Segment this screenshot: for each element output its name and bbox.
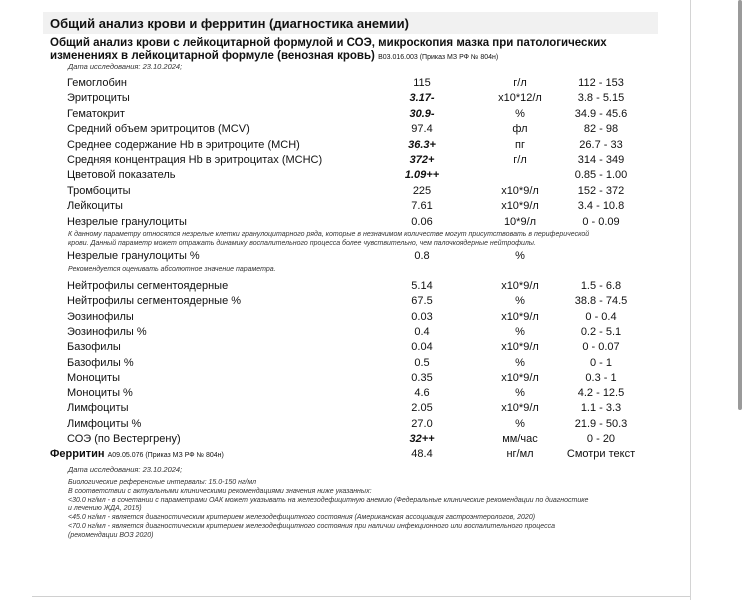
test-value: 27.0 [411,417,433,430]
table-row [0,280,690,295]
table-row [0,341,690,356]
test-ref: 0.2 - 5.1 [580,325,622,338]
test-ref: 3.4 - 10.8 [577,200,625,213]
test-value: 115 [413,77,431,89]
test-name: Тромбоциты [67,184,131,197]
table-row [0,154,690,169]
test-name: Гематокрит [67,107,125,120]
test-value: 2.05 [411,402,433,415]
test-ref: 34.9 - 45.6 [574,107,628,120]
test-value: 0.5 [414,356,430,369]
test-value: 36.3+ [408,138,436,151]
ferritin-note-line: (рекомендации ВОЗ 2020) [68,531,154,539]
test-unit: % [515,417,525,430]
ferritin-name-group [50,448,224,460]
test-value: 97.4 [411,123,433,136]
table-row [0,200,690,215]
test-unit: x10*9/л [501,371,539,384]
test-ref: 1.5 - 6.8 [580,280,622,292]
test-unit: г/л [513,77,527,89]
table-row [0,169,690,184]
test-ref: 1.1 - 3.3 [580,402,622,415]
ferritin-name: Ферритин [50,448,105,460]
table-row [0,311,690,326]
test-unit: x10*12/л [498,92,542,105]
table-row [0,185,690,200]
test-name: Эозинофилы [67,310,134,323]
test-ref: 82 - 98 [583,123,619,136]
test-ref: 26.7 - 33 [579,138,623,151]
test-unit: x10*9/л [501,184,539,197]
table-row [0,357,690,372]
ferritin-value: 48.4 [411,448,433,460]
table-row [0,295,690,310]
ferritin-date: Дата исследования: 23.10.2024; [68,465,183,474]
test-title-text: Общий анализ крови с лейкоцитарной формулой и СОЭ, микроскопия мазка при патологических изменениях в лейкоцитарной формуле (венозная кровь) [50,37,607,62]
test-unit: фл [512,123,528,136]
test-unit: % [515,250,525,262]
test-date: Дата исследования: 23.10.2024; [68,62,183,71]
test-name: Средний объем эритроцитов (MCV) [67,123,250,136]
test-ref: 0 - 20 [586,433,616,445]
table-row [0,108,690,123]
test-value: 32++ [409,433,435,445]
test-unit: x10*9/л [501,200,539,213]
test-unit: x10*9/л [501,280,539,292]
table-row [0,77,690,92]
test-value: 225 [412,184,432,197]
test-name: Незрелые гранулоциты [67,215,187,228]
test-code: B03.016.003 (Приказ МЗ РФ № 804н) [378,54,499,61]
ferritin-note-line: В соответствии с актуальными клиническими рекомендациями значения ниже указанных: [68,487,372,495]
table-row [0,402,690,417]
test-name: Лимфоциты [67,402,129,415]
table-row [0,418,690,433]
test-value: 0.06 [411,215,433,228]
test-ref: 21.9 - 50.3 [574,417,628,430]
test-unit: г/л [513,154,527,166]
test-value: 3.17- [409,92,435,105]
test-value: 5.14 [411,280,433,292]
test-name: Нейтрофилы сегментоядерные [67,280,229,292]
test-ref: 0 - 0.09 [582,215,620,228]
table-row [0,387,690,402]
test-name: Среднее содержание Hb в эритроците (MCH) [67,138,300,151]
table-row [0,372,690,387]
page-edge [690,0,691,600]
test-ref: 314 - 349 [577,154,625,166]
test-unit: % [515,387,525,400]
test-ref: 3.8 - 5.15 [577,92,625,105]
note-immature-line-2: крови. Данный параметр может отражать динамику воспалительного процесса более чувствительно, чем палочкоядерные нейтрофилы. [68,240,536,247]
table-row [0,123,690,138]
test-value: 1.09++ [404,169,440,182]
note-absolute: Рекомендуется оценивать абсолютное значение параметра. [68,266,276,273]
note-immature-line-1: К данному параметру относятся незрелые клетки гранулоцитарного ряда, которые в незначимом количестве могут присутствовать в периферической [68,231,590,238]
test-unit: x10*9/л [501,310,539,323]
test-unit: 10*9/л [503,215,537,228]
test-name: Базофилы % [67,356,134,369]
test-value: 372+ [409,154,435,166]
test-value: 0.4 [414,325,430,338]
ferritin-note-line: и лечению ЖДА, 2015) [68,505,142,513]
test-unit: мм/час [502,433,538,445]
test-unit: % [515,325,525,338]
test-ref: 0 - 0.07 [582,341,620,354]
table-row [0,250,690,265]
test-value: 0.04 [411,341,433,354]
test-title [50,37,660,64]
test-name: Лейкоциты [67,200,123,213]
test-value: 0.03 [411,310,433,323]
table-row [0,326,690,341]
table-row [0,139,690,154]
test-unit: x10*9/л [501,402,539,415]
scrollbar-thumb[interactable] [738,0,742,410]
test-ref: 0 - 1 [589,356,612,369]
test-value: 67.5 [411,295,433,308]
test-name: Средняя концентрация Hb в эритроцитах (MCHC) [67,154,323,166]
test-ref: 152 - 372 [577,184,625,197]
table-row [0,92,690,107]
ferritin-ref: Смотри текст [566,448,636,460]
ferritin-code: A09.05.076 (Приказ МЗ РФ № 804н) [107,452,224,459]
test-ref: 38.8 - 74.5 [574,295,628,308]
ferritin-note-line: <70.0 нг/мл - является диагностическим критерием железодефицитного состояния при наличии инфекционного или воспалительного процесса [68,523,555,530]
test-name: Эозинофилы % [67,325,147,338]
test-name: Нейтрофилы сегментоядерные % [67,295,242,308]
ferritin-note-line: <30.0 нг/мл - в сочетании с параметрами ОАК может указывать на железодефицитную анемию (Федеральные клинические рекомендации по диагностике [68,496,589,504]
test-name: Моноциты [67,371,120,384]
table-row [0,433,690,448]
test-name: Моноциты % [67,387,133,400]
ferritin-unit: нг/мл [506,448,534,460]
test-value: 7.61 [411,200,433,213]
table-row-ferritin [0,448,690,463]
test-value: 0.35 [411,371,433,384]
test-unit: x10*9/л [501,341,539,354]
test-name: Гемоглобин [67,77,127,89]
test-name: Незрелые гранулоциты % [67,250,200,262]
page-bottom-edge [32,596,690,597]
test-unit: % [515,107,525,120]
test-ref: 0.3 - 1 [585,371,617,384]
table-row [0,216,690,231]
ferritin-note-line: <45.0 нг/мл - является диагностическим критерием железодефицитного состояния (Американская ассоциация гастроэнтерологов, 2020) [68,514,536,522]
test-value: 4.6 [414,387,430,400]
test-name: Базофилы [67,341,121,354]
test-ref: 0 - 0.4 [585,310,617,323]
test-value: 0.8 [414,250,430,262]
test-ref: 112 - 153 [578,77,624,89]
test-name: Эритроциты [67,92,130,105]
section-title: Общий анализ крови и ферритин (диагностика анемии) [50,16,409,31]
test-ref: 0.85 - 1.00 [574,169,628,182]
test-unit: % [515,356,525,369]
test-name: СОЭ (по Вестергрену) [67,433,181,445]
ferritin-note-line: Биологические референсные интервалы: 15.0-150 нг/мл [68,479,257,486]
test-unit: пг [515,138,525,151]
test-ref: 4.2 - 12.5 [577,387,625,400]
test-name: Лимфоциты % [67,417,142,430]
test-name: Цветовой показатель [67,169,176,182]
test-value: 30.9- [409,107,435,120]
test-unit: % [515,295,525,308]
